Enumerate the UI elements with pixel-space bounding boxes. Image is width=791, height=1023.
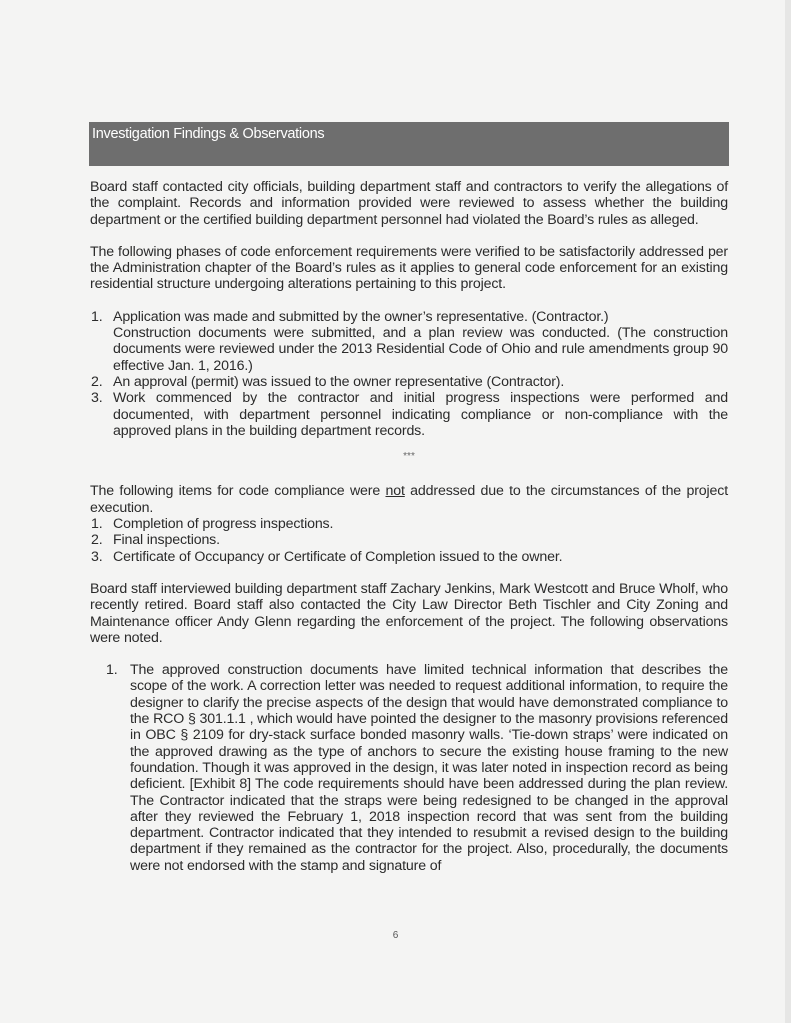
section-separator: *** <box>403 451 415 463</box>
list-item-text: Completion of progress inspections. <box>113 516 334 533</box>
interviews-paragraph: Board staff interviewed building department staff Zachary Jenkins, Mark Westcott and Bruce Wholf, who recently retired. Board staff also contacted the City Law Director Beth Tischler and City Zoning and Maintenance officer Andy Glenn regarding the enforcement of the project. The following observations were noted. <box>90 580 728 646</box>
phases-intro-paragraph: The following phases of code enforcement requirements were verified to be satisfactorily addressed per the Administration chapter of the Board’s rules as it applies to general code enforcement for an existing residential structure undergoing alterations pertaining to this project. <box>90 243 728 293</box>
not-emphasis: not <box>385 483 405 500</box>
list-item <box>90 390 728 439</box>
list-number: 2. <box>91 532 103 549</box>
list-item <box>90 516 728 532</box>
phases-list <box>90 309 728 439</box>
list-number: 3. <box>91 390 103 407</box>
not-addressed-text-after: addressed due to the circumstances of the project execution. <box>90 483 728 516</box>
list-number: 2. <box>91 373 103 390</box>
not-addressed-text-before: The following items for code compliance were <box>90 483 386 500</box>
list-item-text: Application was made and submitted by the owner’s representative. (Contractor.) <box>113 308 609 325</box>
list-number: 1. <box>91 516 103 533</box>
section-header <box>89 122 729 166</box>
list-item-text: Certificate of Occupancy or Certificate of Completion issued to the owner. <box>113 548 563 565</box>
not-addressed-list <box>90 516 728 565</box>
list-number: 1. <box>91 308 103 325</box>
list-item-text: Work commenced by the contractor and initial progress inspections were performed and documented, with department personnel indicating compliance or non-compliance with the approved plans in the building department records. <box>113 390 728 439</box>
observations-list <box>105 662 728 874</box>
list-item <box>90 549 728 565</box>
list-item-subtext: Construction documents were submitted, and a plan review was conducted. (The construction documents were reviewed under the 2013 Residential Code of Ohio and rule amendments group 90 effective Jan. 1, 2016.) <box>113 325 728 374</box>
list-item <box>90 532 728 548</box>
document-body <box>90 179 728 874</box>
list-item <box>105 662 728 874</box>
intro-paragraph: Board staff contacted city officials, building department staff and contractors to verify the allegations of the complaint. Records and information provided were reviewed to assess whether the building department or the certified building department personnel had violated the Board’s rules as alleged. <box>90 179 728 228</box>
list-item-text: An approval (permit) was issued to the owner representative (Contractor). <box>113 373 565 390</box>
list-item-text: The approved construction documents have limited technical information that describes the scope of the work. A correction letter was needed to request additional information, to require the designer to clarify the precise aspects of the design that would have demonstrated compliance to the RCO § 301.1.1 , which would have pointed the designer to the masonry provisions referenced in OBC § 2109 for dry-stack surface bonded masonry walls. ‘Tie-down straps’ were indicated on the approved drawing as the type of anchors to secure the existing house framing to the new foundation. Though it was approved in the design, it was later noted in inspection record as being deficient. [Exhibit 8] The code requirements should have been addressed during the plan review. The Contractor indicated that the straps were being redesigned to be changed in the approval after they reviewed the February 1, 2018 inspection record that was sent from the building department. Contractor indicated that they intended to resubmit a revised design to the building department if they remained as the contractor for the project. Also, procedurally, the documents were not endorsed with the stamp and signature of <box>130 662 728 874</box>
list-item <box>90 309 728 374</box>
list-item <box>90 374 728 390</box>
list-item-text: Final inspections. <box>113 532 220 549</box>
not-addressed-paragraph <box>90 483 728 516</box>
page-edge <box>785 0 791 1023</box>
list-number: 1. <box>106 662 118 679</box>
page-number: 6 <box>392 930 399 941</box>
section-title: Investigation Findings & Observations <box>92 126 325 142</box>
list-number: 3. <box>91 548 103 565</box>
